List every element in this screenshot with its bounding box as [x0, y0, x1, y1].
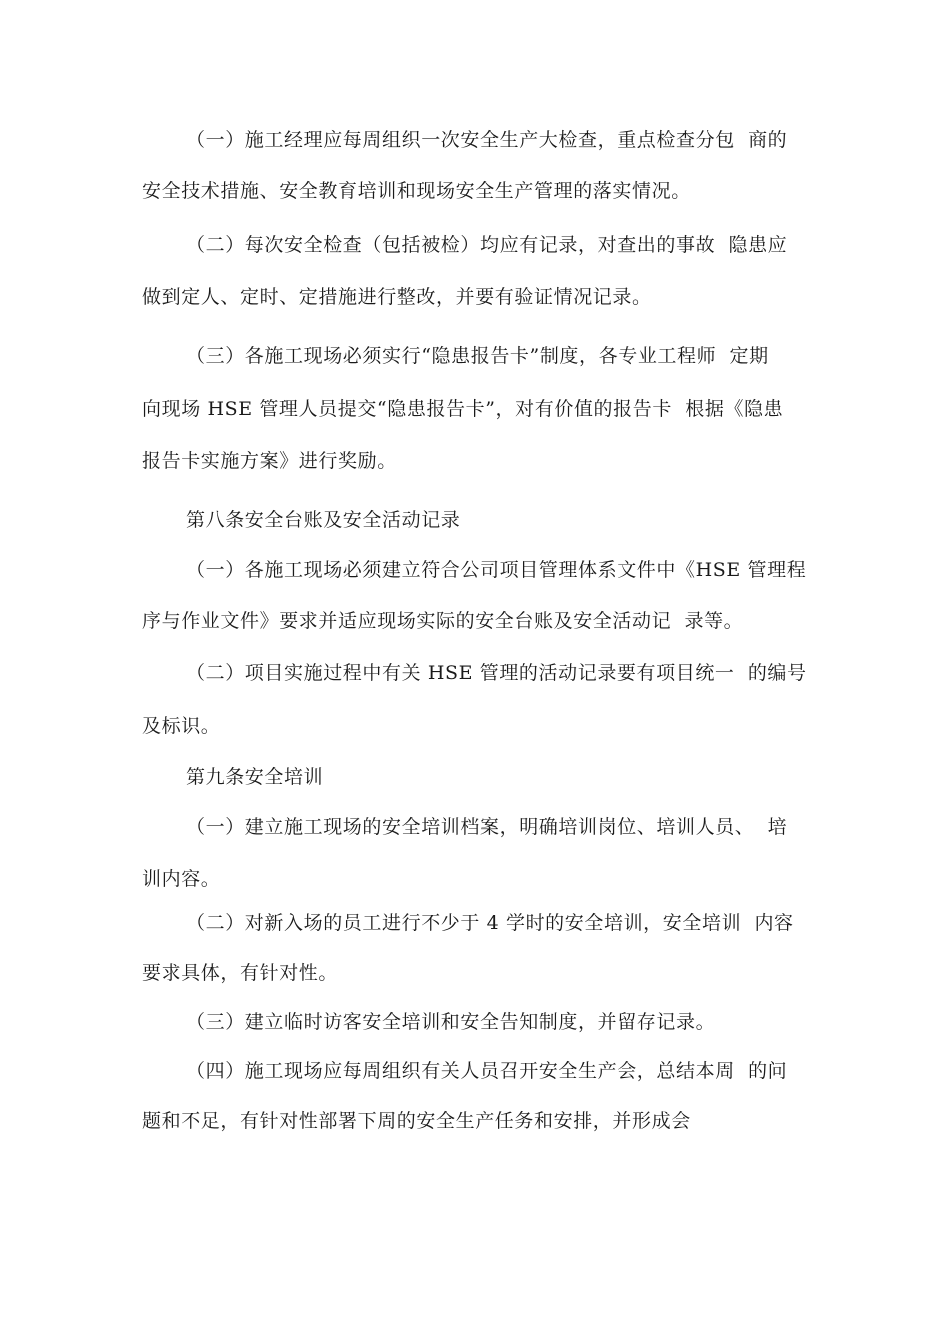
section-heading: 第八条安全台账及安全活动记录: [186, 509, 461, 531]
paragraph-line: 报告卡实施方案》进行奖励。: [142, 450, 397, 472]
paragraph-line: （一）建立施工现场的安全培训档案，明确培训岗位、培训人员、 培: [186, 816, 788, 838]
paragraph-line: （四）施工现场应每周组织有关人员召开安全生产会，总结本周 的问: [186, 1060, 788, 1082]
paragraph-line: 题和不足，有针对性部署下周的安全生产任务和安排，并形成会: [142, 1110, 691, 1132]
paragraph-line: 做到定人、定时、定措施进行整改，并要有验证情况记录。: [142, 286, 652, 308]
paragraph-line: （三）各施工现场必须实行“隐患报告卡”制度，各专业工程师 定期: [186, 345, 769, 367]
paragraph-line: 向现场 HSE 管理人员提交“隐患报告卡”，对有价值的报告卡 根据《隐患: [142, 398, 784, 420]
paragraph-line: （二）项目实施过程中有关 HSE 管理的活动记录要有项目统一 的编号: [186, 662, 807, 684]
paragraph-line: 安全技术措施、安全教育培训和现场安全生产管理的落实情况。: [142, 180, 691, 202]
paragraph-line: 要求具体，有针对性。: [142, 962, 339, 984]
paragraph-line: （三）建立临时访客安全培训和安全告知制度，并留存记录。: [186, 1011, 716, 1033]
paragraph-line: （二）对新入场的员工进行不少于 4 学时的安全培训，安全培训 内容: [186, 912, 794, 934]
paragraph-line: 训内容。: [142, 868, 221, 890]
paragraph-line: （一）施工经理应每周组织一次安全生产大检查，重点检查分包 商的: [186, 129, 788, 151]
paragraph-line: （二）每次安全检查（包括被检）均应有记录，对查出的事故 隐患应: [186, 234, 788, 256]
paragraph-line: 序与作业文件》要求并适应现场实际的安全台账及安全活动记 录等。: [142, 610, 744, 632]
section-heading: 第九条安全培训: [186, 766, 324, 788]
paragraph-line: 及标识。: [142, 715, 221, 737]
paragraph-line: （一）各施工现场必须建立符合公司项目管理体系文件中《HSE 管理程: [186, 559, 807, 581]
